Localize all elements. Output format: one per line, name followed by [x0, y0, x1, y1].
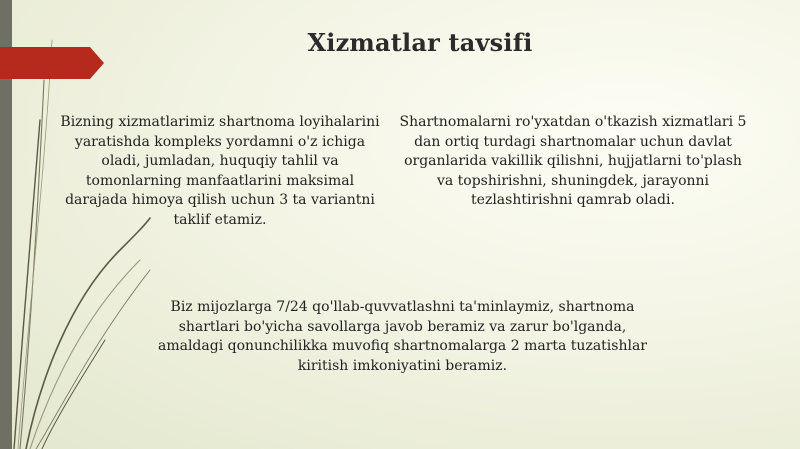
services-paragraph-bottom: Biz mijozlarga 7/24 qo'llab-quvvatlashni ta'minlaymiz, shartnoma shartlari bo'yicha savollarga javob beramiz va zarur bo'lganda, amaldagi qonunchilikka muvofiq shartnomalarga 2 marta tuzatishlar kiritish imkoniyatini beramiz. [157, 299, 647, 374]
services-paragraph-right: Shartnomalarni ro'yxatdan o'tkazish xizmatlari 5 dan ortiq turdagi shartnomalar uchun davlat organlarida vakillik qilishni, hujjatlarni to'plash va topshirishni, shuningdek, jarayonni tezlashtirishni qamrab oladi. [399, 114, 747, 208]
slide-title: Xizmatlar tavsifi [307, 28, 533, 57]
services-paragraph-left: Bizning xizmatlarimiz shartnoma loyihalarini yaratishda kompleks yordamni o'z ichiga oladi, jumladan, huquqiy tahlil va tomonlarning manfaatlarini maksimal darajada himoya qilish uchun 3 ta variantni taklif etamiz. [60, 114, 380, 228]
